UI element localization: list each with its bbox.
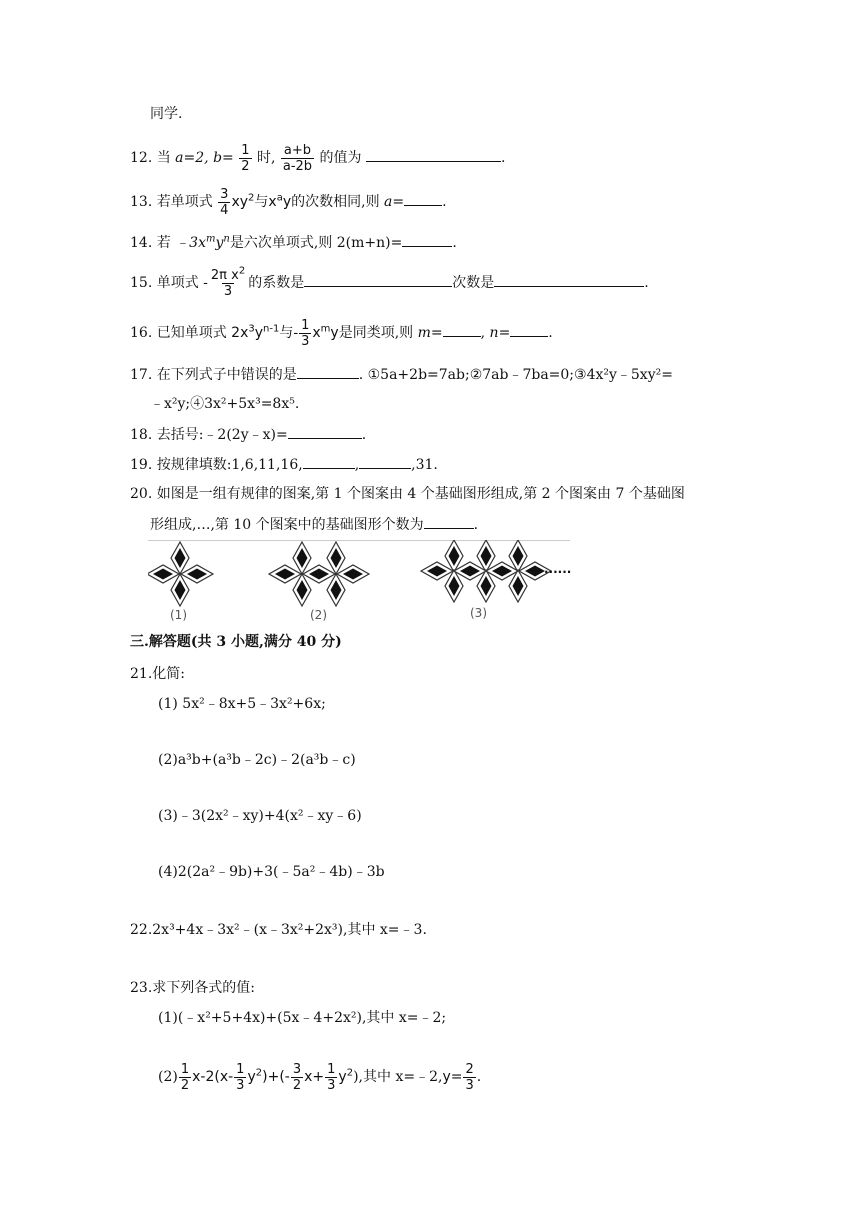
figure-label: (1) [170, 608, 187, 622]
figure-label: (2) [310, 608, 327, 622]
fraction: $\frac{1}{3}$ [301, 317, 310, 349]
answer-blank[interactable] [303, 454, 355, 469]
question-20: 20. 如图是一组有规律的图案,第 1 个图案由 4 个基础图形组成,第 2 个图案由 7 个基础图 [130, 486, 685, 502]
pattern-3 [421, 540, 551, 602]
question-21-part-2: (2)a³b+(a³b﹣2c)﹣2(a³b﹣c) [158, 752, 356, 768]
question-number: 16. [130, 325, 153, 341]
question-number: 17. [130, 367, 153, 383]
answer-blank[interactable] [288, 424, 362, 439]
question-19: 19. 按规律填数:1,6,11,16, , ,31. [130, 454, 438, 475]
question-number: 21. [130, 666, 153, 682]
fraction: $\frac{2\pi x^2}{3}$ [210, 265, 246, 299]
question-number: 19. [130, 457, 153, 473]
question-23-part-1: (1)(﹣x²+5+4x)+(5x﹣4+2x²),其中 x=﹣2; [158, 1010, 447, 1026]
fraction: $\frac{a+b}{a-2b}$ [282, 142, 313, 174]
question-number: 20. [130, 486, 153, 502]
pattern-1 [148, 542, 213, 606]
question-21: 21.化简: [130, 666, 185, 682]
figure-label: (3) [470, 606, 487, 620]
question-22: 22.2x³+4x﹣3x²﹣(x﹣3x²+2x³),其中 x=﹣3. [130, 922, 427, 938]
fraction: $\frac{1}{2}$ [241, 142, 250, 174]
question-15: 15. 单项式 - $\frac{2\pi x^2}{3}$ 的系数是 次数是 . [130, 265, 649, 299]
question-number: 22. [130, 922, 153, 938]
question-number: 13. [130, 194, 153, 210]
answer-blank[interactable] [402, 232, 452, 247]
question-number: 14. [130, 235, 153, 251]
answer-blank[interactable] [424, 514, 474, 529]
diamond-patterns-svg [148, 540, 578, 626]
question-21-part-1: (1) 5x²﹣8x+5﹣3x²+6x; [158, 696, 326, 712]
question-number: 23. [130, 980, 153, 996]
question-18: 18. 去括号:﹣2(2y﹣x)= . [130, 424, 366, 445]
question-number: 15. [130, 275, 153, 291]
answer-blank[interactable] [404, 191, 442, 206]
continuation-text: 同学. [150, 106, 183, 122]
answer-blank[interactable] [494, 272, 644, 287]
section-heading: 三.解答题(共 3 小题,满分 40 分) [130, 634, 342, 650]
answer-blank[interactable] [443, 322, 481, 337]
ellipsis: ...... [544, 562, 572, 576]
question-12: 12. 当 a=2, b= $\frac{1}{2}$ 时, $\frac{a+b}{a-2b}$ 的值为 . [130, 142, 506, 174]
question-17: 17. 在下列式子中错误的是 . ①5a+2b=7ab;②7ab﹣7ba=0;③4x²y﹣5xy²= [130, 364, 673, 385]
question-13: 13. 若单项式 $\frac{3}{4}$ $xy^2$与$x^ay$的次数相同,则 a= . [130, 186, 447, 218]
pattern-figure [148, 540, 578, 626]
answer-blank[interactable] [304, 272, 452, 287]
question-23: 23.求下列各式的值: [130, 980, 255, 996]
answer-blank[interactable] [359, 454, 411, 469]
question-21-part-4: (4)2(2a²﹣9b)+3(﹣5a²﹣4b)﹣3b [158, 864, 385, 880]
question-21-part-3: (3)﹣3(2x²﹣xy)+4(x²﹣xy﹣6) [158, 808, 362, 824]
question-23-part-2: (2) $\frac{1}{2}$ x-2(x- $\frac{1}{3}$ $y^2)+(-$ $\frac{3}{2}$ x+ $\frac{1}{3}$ $y^2$),其中 x=﹣2,y= $\frac{2}{3}$ . [158, 1061, 482, 1093]
question-14: 14. 若 $﹣3x^my^n$是六次单项式,则 2(m+n)= . [130, 233, 457, 251]
fraction: $\frac{3}{4}$ [220, 186, 229, 218]
question-17-continued: ﹣x²y;④3x²+5x³=8x⁵. [150, 396, 300, 412]
answer-blank[interactable] [297, 364, 359, 379]
question-16: 16. 已知单项式 $2x^3y^{n-1}$与- $\frac{1}{3}$ $x^my$是同类项,则 m= , n= . [130, 317, 553, 349]
answer-blank[interactable] [366, 147, 501, 162]
question-number: 18. [130, 427, 153, 443]
question-number: 12. [130, 150, 153, 166]
question-20-continued: 形组成,…,第 10 个图案中的基础图形个数为 . [150, 514, 478, 535]
pattern-2 [269, 542, 369, 606]
answer-blank[interactable] [510, 322, 548, 337]
